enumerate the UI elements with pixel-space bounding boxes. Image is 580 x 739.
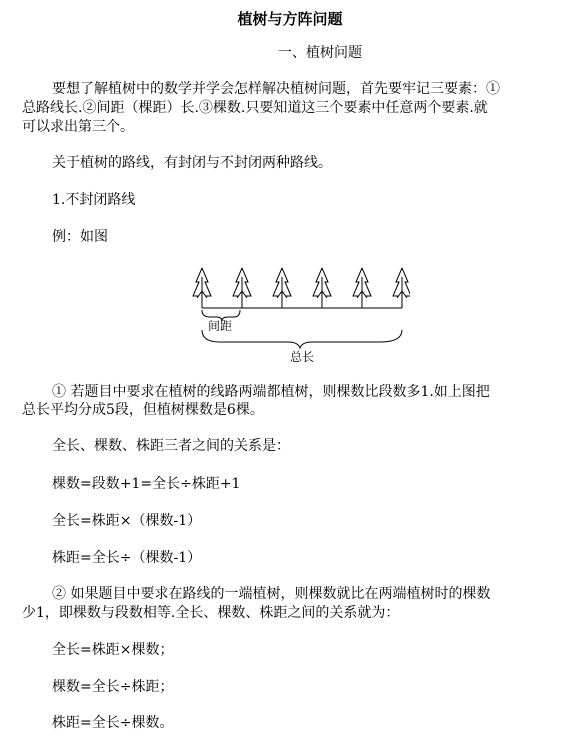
tree-icon (353, 268, 371, 308)
formula-spacing: 株距=全长÷（棵数-1） (52, 550, 202, 566)
para1-line3: 可以求出第三个。 (22, 119, 134, 135)
section-heading: 一、植树问题 (278, 45, 362, 61)
spacing-label: 间距 (208, 319, 233, 333)
para1-line2: 总路线长.②间距（棵距）长.③棵数.只要知道这三个要素中任意两个要素.就 (22, 100, 488, 116)
relation-intro: 全长、棵数、株距三者之间的关系是： (52, 438, 290, 454)
tree-icon (273, 268, 291, 308)
tree-icon (393, 268, 410, 308)
total-length-label: 总长 (290, 350, 315, 364)
para2: 关于植树的路线，有封闭与不封闭两种路线。 (52, 155, 332, 171)
formula-tree-count: 棵数=段数+1=全长÷株距+1 (52, 476, 241, 492)
tree-planting-diagram (180, 265, 410, 365)
formula-total-length-one-end: 全长=株距×棵数； (52, 642, 174, 658)
formula-spacing-one-end: 株距=全长÷棵数。 (52, 715, 174, 731)
tree-icon (193, 268, 211, 308)
case1-line1: ① 若题目中要求在植树的线路两端都植树，则棵数比段数多1.如上图把 (52, 384, 490, 400)
tree-icon (233, 268, 251, 308)
case2-line2: 少1，即棵数与段数相等.全长、棵数、株距之间的关系就为： (22, 605, 400, 621)
example-label: 例：如图 (52, 229, 108, 245)
case2-line1: ② 如果题目中要求在路线的一端植树，则棵数就比在两端植树时的棵数 (52, 586, 491, 602)
document-title: 植树与方阵问题 (237, 10, 343, 28)
tree-icon (313, 268, 331, 308)
para1-line1: 要想了解植树中的数学并学会怎样解决植树问题，首先要牢记三要素：① (52, 81, 500, 97)
formula-tree-count-one-end: 棵数=全长÷株距； (52, 679, 174, 695)
formula-total-length: 全长=株距×（棵数-1） (52, 513, 202, 529)
case1-line2: 总长平均分成5段，但植树棵数是6棵。 (22, 402, 264, 418)
item-heading-unclosed-route: 1.不封闭路线 (52, 192, 136, 208)
